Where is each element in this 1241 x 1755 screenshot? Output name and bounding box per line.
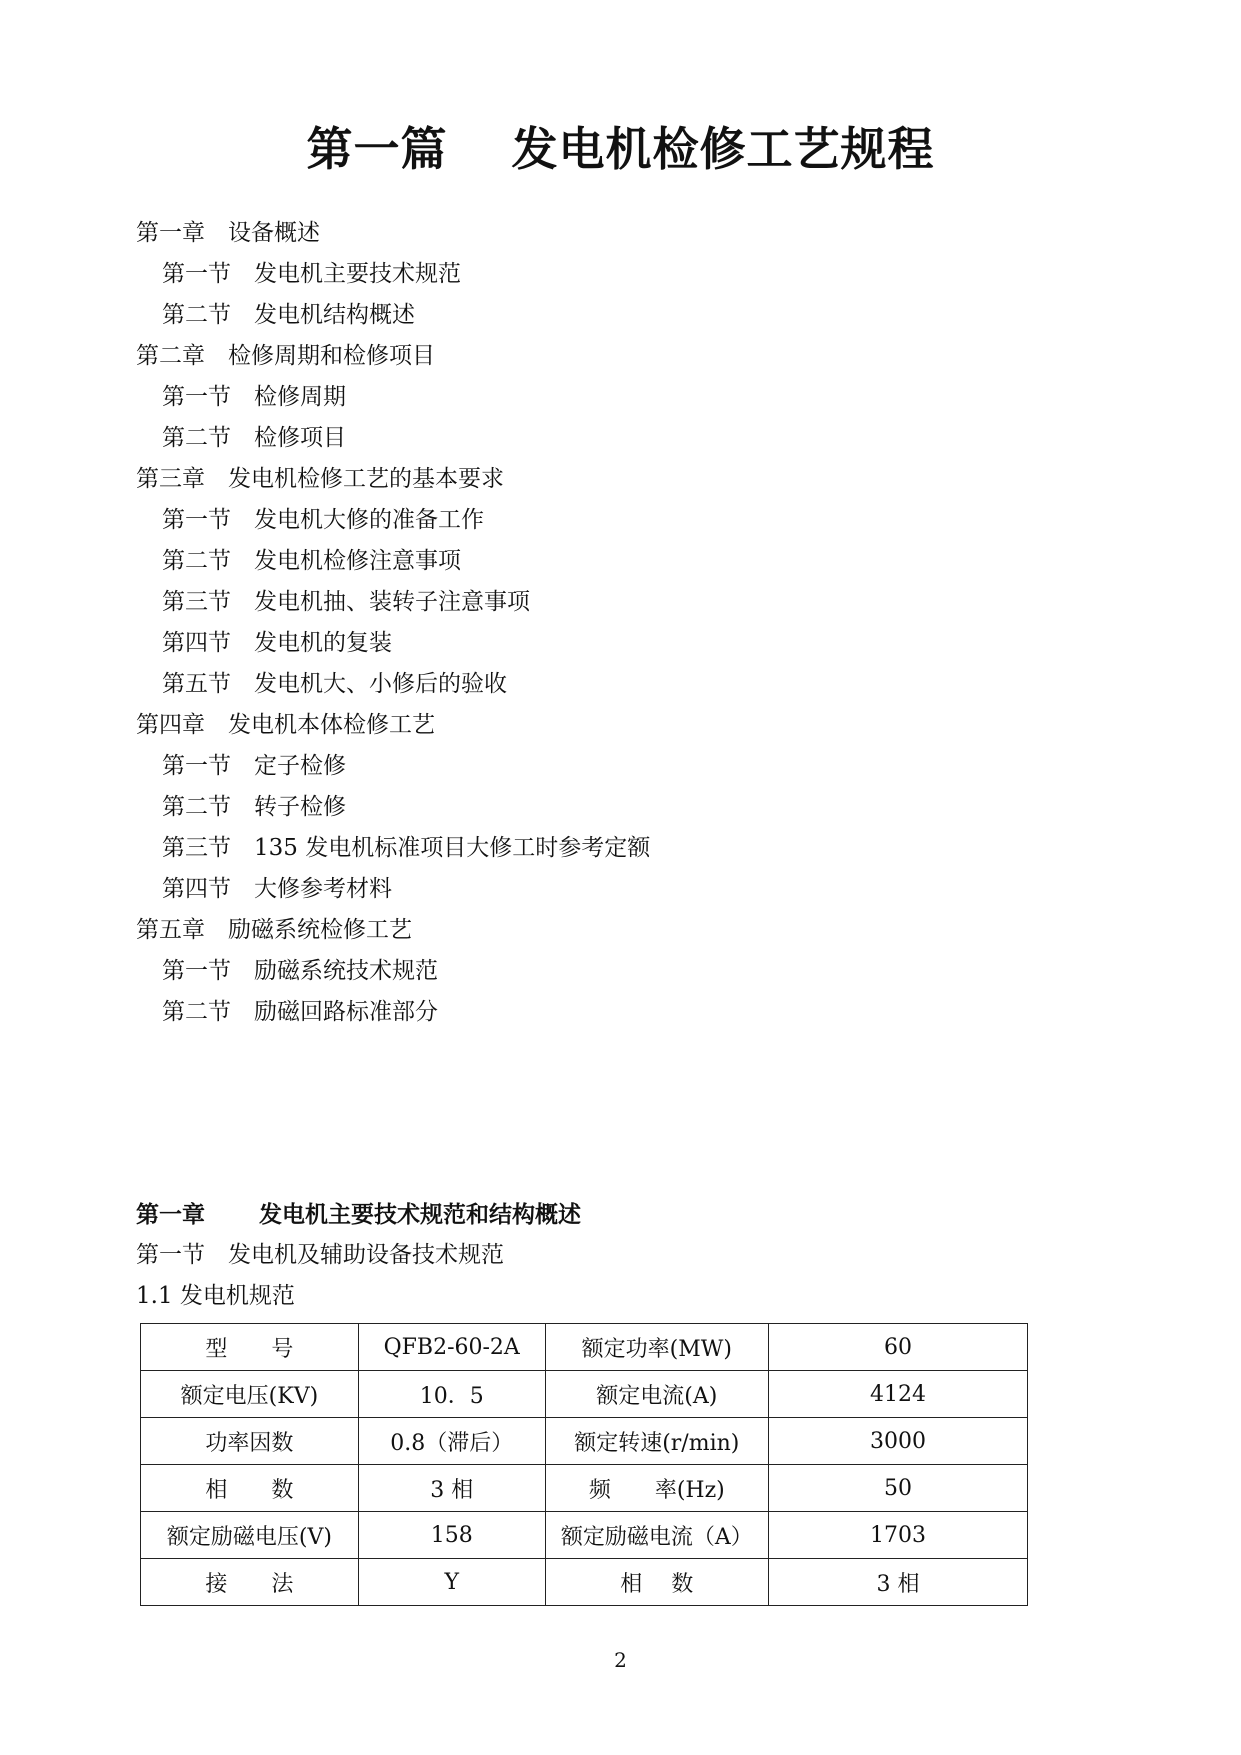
subsection-heading: 1.1 发电机规范 <box>136 1283 295 1309</box>
spec-label-cell: 额定转速(r/min) <box>545 1418 768 1465</box>
document-title: 第一篇 发电机检修工艺规程 <box>306 122 935 176</box>
toc-section: 第四节 发电机的复装 <box>162 630 392 656</box>
table-row <box>141 1418 1028 1465</box>
spec-label-cell: 型 号 <box>141 1324 359 1371</box>
spec-value-cell: 50 <box>769 1465 1028 1512</box>
chapter-heading: 第一章 发电机主要技术规范和结构概述 <box>136 1201 582 1228</box>
spec-label-cell: 功率因数 <box>141 1418 359 1465</box>
toc-section: 第一节 励磁系统技术规范 <box>162 958 438 984</box>
spec-value-cell: 0.8（滞后） <box>358 1418 545 1465</box>
toc-section: 第三节 135 发电机标准项目大修工时参考定额 <box>162 835 651 861</box>
table-row <box>141 1512 1028 1559</box>
page-number: 2 <box>614 1648 627 1672</box>
table-row <box>141 1371 1028 1418</box>
spec-value-cell: 60 <box>769 1324 1028 1371</box>
toc-section: 第二节 发电机检修注意事项 <box>162 548 461 574</box>
toc-section: 第二节 检修项目 <box>162 425 346 451</box>
table-row <box>141 1559 1028 1606</box>
spec-label-cell: 额定电压(KV) <box>141 1371 359 1418</box>
spec-value-cell: 3 相 <box>769 1559 1028 1606</box>
toc-chapter-2: 第二章 检修周期和检修项目 <box>136 343 435 369</box>
spec-value-cell: Y <box>358 1559 545 1606</box>
spec-label-cell: 频 率(Hz) <box>545 1465 768 1512</box>
table-row <box>141 1465 1028 1512</box>
toc-section: 第一节 发电机大修的准备工作 <box>162 507 484 533</box>
spec-label-cell: 相 数 <box>141 1465 359 1512</box>
spec-label-cell: 接 法 <box>141 1559 359 1606</box>
spec-label-cell: 额定电流(A) <box>545 1371 768 1418</box>
toc-section: 第二节 转子检修 <box>162 794 346 820</box>
spec-label-cell: 相 数 <box>545 1559 768 1606</box>
section-heading: 第一节 发电机及辅助设备技术规范 <box>136 1242 504 1268</box>
spec-value-cell: 3000 <box>769 1418 1028 1465</box>
toc-chapter-3: 第三章 发电机检修工艺的基本要求 <box>136 466 504 492</box>
spec-value-cell: 4124 <box>769 1371 1028 1418</box>
toc-chapter-1: 第一章 设备概述 <box>136 220 320 246</box>
spec-value-cell: QFB2-60-2A <box>358 1324 545 1371</box>
toc-chapter-4: 第四章 发电机本体检修工艺 <box>136 712 435 738</box>
toc-section: 第二节 励磁回路标准部分 <box>162 999 438 1025</box>
spec-label-cell: 额定功率(MW) <box>545 1324 768 1371</box>
spec-value-cell: 1703 <box>769 1512 1028 1559</box>
toc-section: 第一节 检修周期 <box>162 384 346 410</box>
spec-label-cell: 额定励磁电流（A） <box>545 1512 768 1559</box>
toc-section: 第二节 发电机结构概述 <box>162 302 415 328</box>
spec-value-cell: 3 相 <box>358 1465 545 1512</box>
toc-section: 第五节 发电机大、小修后的验收 <box>162 671 507 697</box>
generator-spec-table <box>140 1323 1028 1606</box>
spec-value-cell: 10．5 <box>358 1371 545 1418</box>
table-row <box>141 1324 1028 1371</box>
toc-chapter-5: 第五章 励磁系统检修工艺 <box>136 917 412 943</box>
toc-section: 第一节 发电机主要技术规范 <box>162 261 461 287</box>
toc-section: 第三节 发电机抽、装转子注意事项 <box>162 589 530 615</box>
toc-section: 第一节 定子检修 <box>162 753 346 779</box>
spec-value-cell: 158 <box>358 1512 545 1559</box>
spec-label-cell: 额定励磁电压(V) <box>141 1512 359 1559</box>
toc-section: 第四节 大修参考材料 <box>162 876 392 902</box>
